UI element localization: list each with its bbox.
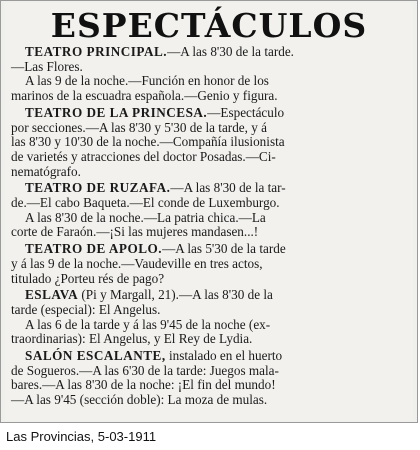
venue-name: TEATRO PRINCIPAL.	[25, 44, 168, 59]
listing-line: marinos de la escuadra española.—Genio y figura.	[11, 88, 278, 104]
listing-line: y á las 9 de la noche.—Vaudeville en tres actos,	[11, 255, 263, 271]
listing-line: por secciones.—A las 8'30 y 5'30 de la tarde, y á	[11, 119, 267, 135]
listing-line: —Las Flores.	[11, 58, 83, 74]
listing-line: de.—El cabo Baqueta.—El conde de Luxemburgo.	[11, 195, 280, 211]
listing-line: bares.—A las 8'30 de la noche: ¡El fin del mundo!	[11, 377, 276, 393]
venue-name: TEATRO DE RUZAFA.	[25, 180, 171, 196]
section-heading: ESPECTÁCULOS	[50, 6, 368, 45]
listing-line: de varietés y atracciones del doctor Posadas.—Ci-	[11, 148, 276, 164]
listing-salon-escalante	[11, 349, 409, 408]
listing-line: TEATRO DE RUZAFA.—A las 8'30 de la tar-	[25, 180, 286, 196]
listing-line: titulado ¿Porteu rés de pago?	[11, 270, 165, 286]
venue-name: SALÓN ESCALANTE,	[25, 348, 166, 364]
listing-teatro-ruzafa	[11, 181, 409, 240]
listing-teatro-princesa	[11, 106, 409, 180]
listing-line: TEATRO DE APOLO.—A las 5'30 de la tarde	[25, 241, 286, 257]
listing-line: TEATRO DE LA PRINCESA.—Espectáculo	[25, 104, 285, 120]
listing-line: de Sogueros.—A las 6'30 de la tarde: Juegos mala-	[11, 362, 279, 378]
listing-eslava	[11, 288, 409, 347]
listing-line: corte de Faraón.—¡Si las mujeres mandasen...!	[11, 224, 259, 240]
clipping-paper	[5, 3, 413, 420]
venue-name: ESLAVA	[25, 287, 79, 303]
listing-teatro-apolo	[11, 242, 409, 286]
listing-line: TEATRO PRINCIPAL.—A las 8'30 de la tarde.	[25, 44, 294, 59]
listing-line: las 8'30 y 10'30 de la noche.—Compañía ilusionista	[11, 134, 285, 150]
listing-line: tarde (especial): El Angelus.	[11, 301, 161, 317]
listing-line: A las 9 de la noche.—Función en honor de los	[25, 73, 269, 89]
listing-line: ESLAVA (Pi y Margall, 21).—A las 8'30 de la	[25, 287, 273, 303]
listing-line: nematógrafo.	[11, 163, 81, 179]
listing-line: A las 8'30 de la noche.—La patria chica.—La	[25, 209, 266, 225]
venue-name: TEATRO DE APOLO.	[25, 241, 163, 257]
venue-name: TEATRO DE LA PRINCESA.	[25, 104, 208, 120]
listing-line: —A las 9'45 (sección doble): La moza de mulas.	[11, 392, 268, 408]
listing-line: A las 6 de la tarde y á las 9'45 de la noche (ex-	[25, 316, 271, 332]
source-caption: Las Provincias, 5-03-1911	[6, 429, 157, 444]
listings-column	[11, 45, 409, 408]
listing-line: SALÓN ESCALANTE, instalado en el huerto	[25, 348, 283, 364]
listing-line: traordinarias): El Angelus, y El Rey de Lydia.	[11, 331, 253, 347]
listing-teatro-principal	[11, 45, 409, 104]
